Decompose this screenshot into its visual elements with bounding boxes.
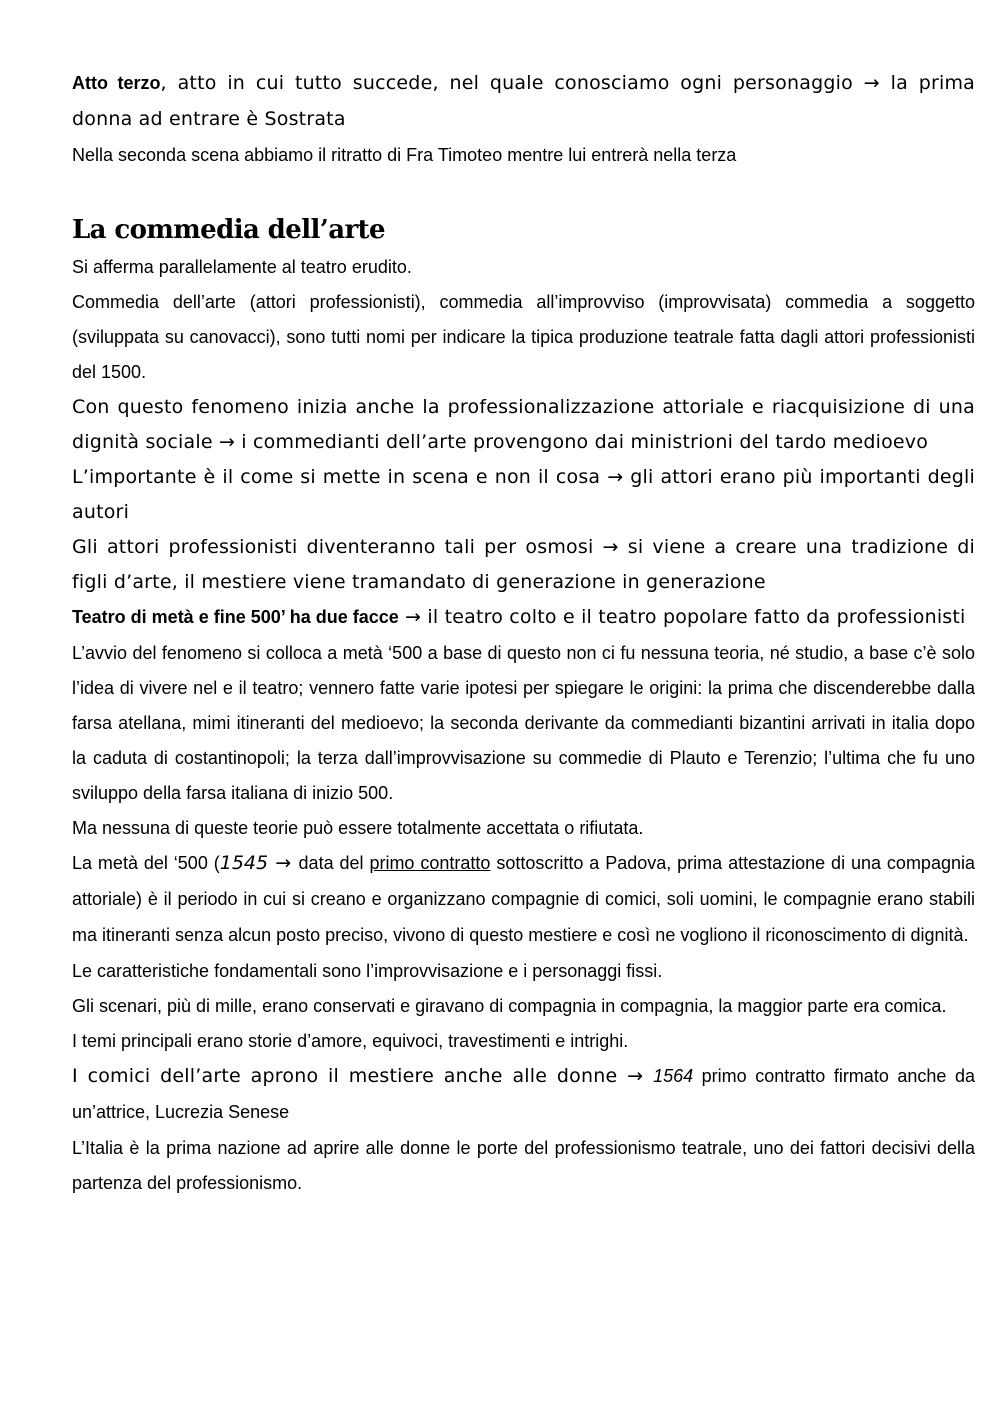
arrow: → xyxy=(268,852,299,874)
paragraph-nessuna-teoria: Ma nessuna di queste teorie può essere totalmente accettata o rifiutata. xyxy=(72,818,644,838)
paragraph-meta-500 xyxy=(72,846,975,954)
due-facce-bold: Teatro di metà e fine 500’ ha due facce xyxy=(72,607,399,627)
paragraph-due-facce xyxy=(72,600,975,636)
meta-500-data: data del xyxy=(298,853,370,873)
paragraph-commedia-nomi: Commedia dell’arte (attori professionisti), commedia all’improvviso (improvvisata) commedia a soggetto (sviluppata su canovacci), sono tutti nomi per indicare la tipica produzione teatrale fatta dagli attori professionisti del 1500. xyxy=(72,292,975,382)
due-facce-text: → il teatro colto e il teatro popolare fatto da professionisti xyxy=(398,606,966,628)
atto-terzo-bold: Atto terzo xyxy=(72,73,161,93)
paragraph-scenari: Gli scenari, più di mille, erano conservati e giravano di compagnia in compagnia, la maggior parte era comica. xyxy=(72,996,947,1016)
section-heading: La commedia dell’arte xyxy=(72,215,385,245)
paragraph-caratteristiche: Le caratteristiche fondamentali sono l’improvvisazione e i personaggi fissi. xyxy=(72,961,663,981)
paragraph-si-afferma: Si afferma parallelamente al teatro erudito. xyxy=(72,257,412,277)
paragraph-atto-terzo xyxy=(72,66,975,138)
meta-500-start: La metà del ‘500 ( xyxy=(72,853,220,873)
document-page xyxy=(72,66,975,1201)
paragraph-avvio-fenomeno: L’avvio del fenomeno si colloca a metà ‘500 a base di questo non ci fu nessuna teoria, né studio, a base c’è solo l’idea di vivere nel e il teatro; vennero fatte varie ipotesi per spiegare le origini: la prima che discenderebbe dalla farsa atellana, mimi itineranti del medioevo; la seconda derivante da commedianti bizantini arrivati in italia dopo la caduta di costantinopoli; la terza dall’improvvisazione su commedie di Plauto e Terenzio; l’ultima che fu uno sviluppo della farsa italiana di inizio 500. xyxy=(72,643,975,803)
paragraph-professionalizzazione: Con questo fenomeno inizia anche la professionalizzazione attoriale e riacquisizione di una dignità sociale → i commedianti dell’arte provengono dai ministrioni del tardo medioevo xyxy=(72,396,975,453)
paragraph-temi: I temi principali erano storie d’amore, equivoci, travestimenti e intrighi. xyxy=(72,1031,629,1051)
primo-contratto-underlined: primo contratto xyxy=(369,853,491,873)
atto-terzo-text: , atto in cui tutto succede, nel quale conosciamo ogni personaggio → la prima donna ad entrare è Sostrata xyxy=(72,72,975,130)
paragraph-seconda-scena: Nella seconda scena abbiamo il ritratto di Fra Timoteo mentre lui entrerà nella terza xyxy=(72,145,737,165)
paragraph-donne xyxy=(72,1059,975,1131)
donne-rest: primo contratto firmato anche da un’attrice, Lucrezia Senese xyxy=(72,1066,975,1122)
year-1545: 1545 xyxy=(219,852,269,874)
year-1564: 1564 xyxy=(653,1066,694,1086)
meta-500-rest: sottoscritto a Padova, prima attestazione di una compagnia attoriale) è il periodo in cui si creano e organizzano compagnie di comici, soli uomini, le compagnie erano stabili ma itineranti senza alcun posto preciso, vivono di questo mestiere e così ne vogliono il riconoscimento di dignità. xyxy=(72,853,975,945)
donne-start: I comici dell’arte aprono il mestiere anche alle donne → xyxy=(72,1065,654,1087)
paragraph-osmosi: Gli attori professionisti diventeranno tali per osmosi → si viene a creare una tradizione di figli d’arte, il mestiere viene tramandato di generazione in generazione xyxy=(72,536,975,593)
paragraph-italia: L’Italia è la prima nazione ad aprire alle donne le porte del professionismo teatrale, uno dei fattori decisivi della partenza del professionismo. xyxy=(72,1138,975,1193)
paragraph-come-si-mette: L’importante è il come si mette in scena e non il cosa → gli attori erano più importanti degli autori xyxy=(72,466,975,523)
